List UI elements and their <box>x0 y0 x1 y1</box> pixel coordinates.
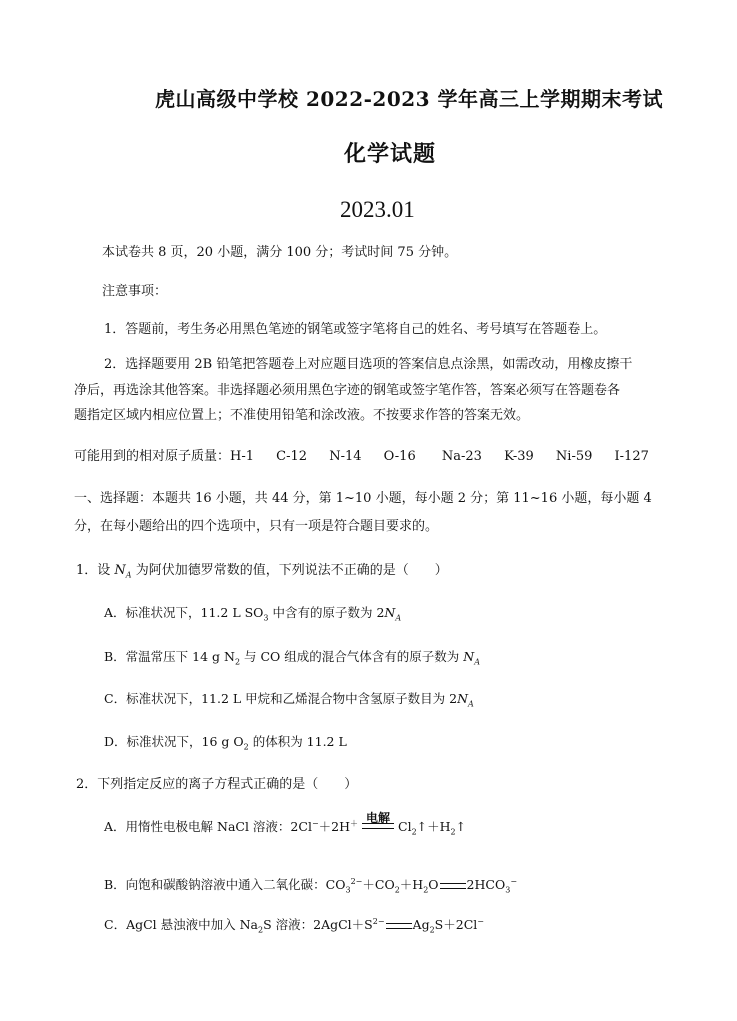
subject-title: 化学试题 <box>344 141 437 167</box>
avogadro-subscript: A <box>125 570 132 580</box>
atomic-masses-label: 可能用到的相对原子质量： <box>74 449 231 464</box>
question-2-stem: 2．下列指定反应的离子方程式正确的是（ ） <box>76 777 358 792</box>
q2-c-prefix: C．AgCl 悬浊液中加入 Na <box>104 917 258 932</box>
q2-c-sup-1: 2− <box>372 916 385 926</box>
q2-a-product: Cl <box>398 819 412 834</box>
notice-item-2-line-2: 净后，再选涂其他答案。非选择题必须用黑色字迹的钢笔或签字笔作答，答案必须写在答题卷各 <box>74 383 621 398</box>
q2-b-sub-2: 2 <box>394 885 400 895</box>
option-b-na-sub: A <box>474 657 480 667</box>
notice-label: 注意事项： <box>102 284 168 299</box>
q2-a-tail-sub: 2 <box>450 827 456 837</box>
electrolysis-arrow <box>362 810 394 835</box>
option-b-sub: 2 <box>234 657 241 667</box>
q2-c-product: Ag <box>412 917 430 932</box>
atomic-mass-o: O-16 <box>383 449 416 464</box>
avogadro-symbol: N <box>114 563 126 578</box>
exam-date: 2023.01 <box>340 197 415 222</box>
question-1-stem-start: 1．设 <box>76 563 115 578</box>
q2-b-sup-4: − <box>510 876 518 886</box>
electrolysis-condition: 电解 <box>366 810 391 825</box>
q2-b-sub-3: 2 <box>423 885 429 895</box>
atomic-mass-h: H-1 <box>230 449 255 464</box>
q2-c-sub-1: 2 <box>258 925 264 935</box>
atomic-mass-c: C-12 <box>276 449 308 464</box>
atomic-mass-i: I-127 <box>614 449 649 464</box>
question-1-option-b <box>104 648 480 666</box>
q2-a-mid: ＋2H <box>318 819 351 834</box>
q2-b-sub-4: 3 <box>505 885 511 895</box>
q2-c-mid: S 溶液：2AgCl＋S <box>263 917 373 932</box>
option-b-text-2: 与 CO 组成的混合气体含有的原子数为 <box>240 649 464 664</box>
q2-c-sub-2: 2 <box>429 925 435 935</box>
option-c-text: C．标准状况下，11.2 L 甲烷和乙烯混合物中含氢原子数目为 2 <box>104 691 458 706</box>
section-1-line-1: 一、选择题：本题共 16 小题，共 44 分，第 1~10 小题，每小题 2 分；第 11~16 小题，每小题 4 <box>74 491 652 506</box>
atomic-mass-ni: Ni-59 <box>555 449 593 464</box>
question-2-option-a <box>104 810 467 837</box>
q2-b-sup-1: 2− <box>350 876 363 886</box>
q2-a-product-sub: 2 <box>411 827 417 837</box>
q2-a-tail: ↑＋H <box>416 819 451 834</box>
equals-sign <box>362 823 394 829</box>
exam-title: 虎山高级中学校 2022-2023 学年高三上学期期末考试 <box>155 87 664 111</box>
q2-a-prefix: A．用惰性电极电解 NaCl 溶液：2Cl <box>104 819 312 834</box>
q2-b-sub-1: 3 <box>345 885 351 895</box>
q2-b-product: 2HCO <box>466 877 506 892</box>
option-d-text-2: 的体积为 11.2 L <box>248 734 347 749</box>
atomic-masses <box>74 448 649 466</box>
question-2-option-b <box>104 876 517 894</box>
atomic-mass-n: N-14 <box>329 449 362 464</box>
option-a-text: A．标准状况下，11.2 L SO <box>104 605 264 620</box>
option-a-na: N <box>384 605 396 620</box>
equals-sign <box>386 923 412 929</box>
question-2-option-c <box>104 916 484 934</box>
q2-b-mid-2: ＋H <box>399 877 424 892</box>
q2-a-end: ↑ <box>455 819 467 834</box>
q2-b-prefix: B．向饱和碳酸钠溶液中通入二氧化碳：CO <box>104 877 346 892</box>
exam-summary: 本试卷共 8 页，20 小题，满分 100 分；考试时间 75 分钟。 <box>102 245 458 260</box>
q2-c-sup-2: − <box>477 916 484 926</box>
option-a-sub: 3 <box>263 613 269 623</box>
q2-b-mid-3: O <box>428 877 439 892</box>
question-1-stem-end: 为阿伏加德罗常数的值，下列说法不正确的是（ ） <box>131 563 448 578</box>
q2-c-tail: S＋2Cl <box>434 917 478 932</box>
question-1-option-d <box>104 733 347 751</box>
option-d-text: D．标准状况下，16 g O <box>104 734 244 749</box>
option-d-sub: 2 <box>243 742 249 752</box>
option-c-na-sub: A <box>468 699 474 709</box>
atomic-mass-k: K-39 <box>504 449 534 464</box>
option-b-text: B．常温常压下 14 g N <box>104 649 235 664</box>
q2-a-minus: − <box>311 818 319 828</box>
question-1-option-a <box>104 604 401 622</box>
option-c-na: N <box>457 691 469 706</box>
notice-item-2-line-3: 题指定区域内相应位置上；不准使用铅笔和涂改液。不按要求作答的答案无效。 <box>74 408 530 423</box>
atomic-mass-na: Na-23 <box>441 449 482 464</box>
question-1-option-c <box>104 690 474 708</box>
option-a-na-sub: A <box>395 613 402 623</box>
q2-a-plus: ＋ <box>350 818 359 828</box>
equals-sign <box>440 883 466 889</box>
option-b-na: N <box>463 649 475 664</box>
notice-item-1: 1．答题前，考生务必用黑色笔迹的钢笔或签字笔将自己的姓名、考号填写在答题卷上。 <box>104 322 607 337</box>
notice-item-2-line-1: 2．选择题要用 2B 铅笔把答题卷上对应题目选项的答案信息点涂黑，如需改动，用橡皮擦干 <box>104 357 633 372</box>
question-1-stem <box>76 562 448 580</box>
option-a-text-2: 中含有的原子数为 2 <box>268 605 385 620</box>
q2-b-mid: ＋CO <box>362 877 395 892</box>
section-1-line-2: 分，在每小题给出的四个选项中，只有一项是符合题目要求的。 <box>74 519 439 534</box>
